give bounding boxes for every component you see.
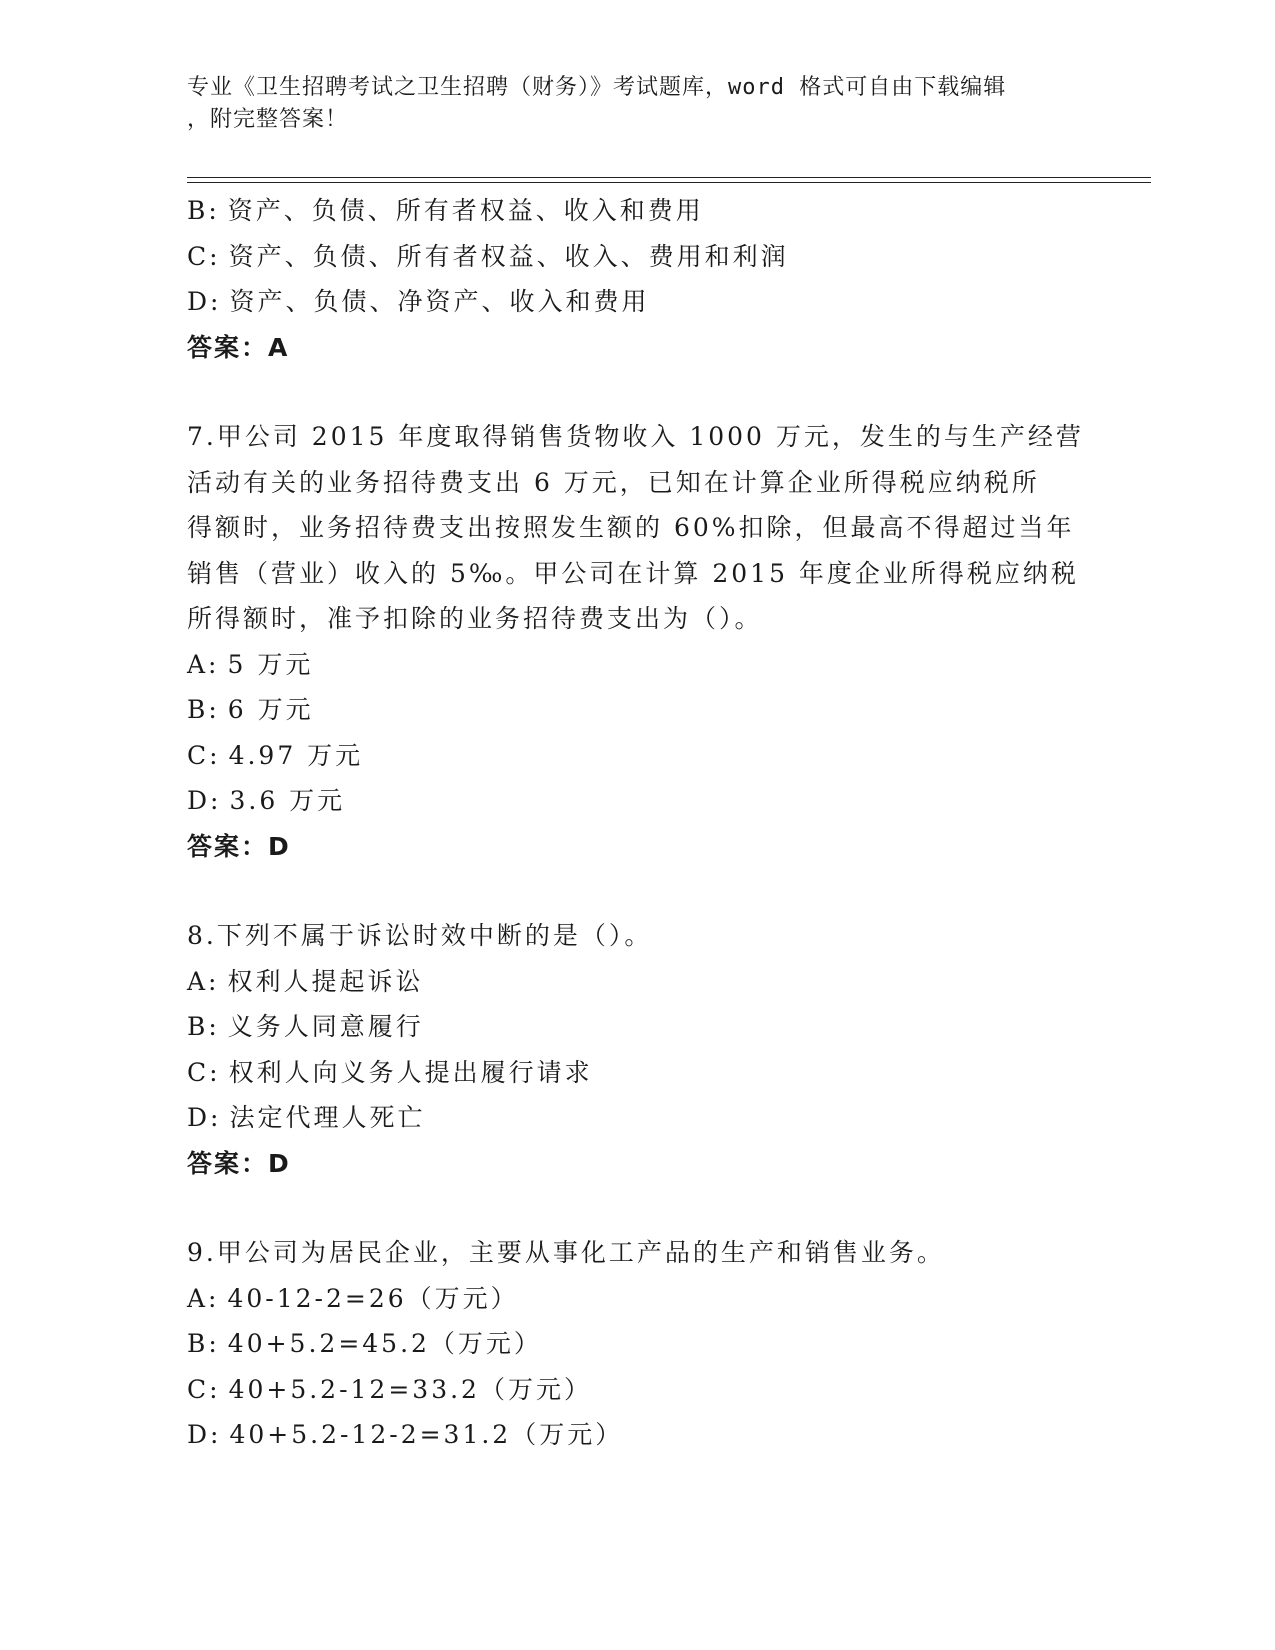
- option-text: 资产、负债、净资产、收入和费用: [229, 287, 650, 316]
- option-key: D:: [187, 786, 222, 815]
- option-b: [187, 1321, 1087, 1367]
- document-body: [187, 188, 1087, 1458]
- option-key: A:: [187, 1283, 220, 1313]
- option-text: 资产、负债、所有者权益、收入、费用和利润: [228, 241, 789, 271]
- option-b: [187, 188, 1087, 234]
- question-stem-line: 活动有关的业务招待费支出 6 万元，已知在计算企业所得税应纳税所: [187, 467, 1040, 497]
- spacer: [187, 869, 1087, 913]
- option-d: [187, 778, 1087, 824]
- option-text: 40+5.2-12-2=31.2（万元）: [229, 1420, 624, 1449]
- option-b: [187, 1004, 1087, 1050]
- answer: 答案：D: [187, 831, 291, 861]
- header-rule-bottom: [187, 182, 1151, 183]
- option-key: D:: [187, 1420, 222, 1449]
- option-text: 6 万元: [227, 695, 314, 724]
- option-key: C:: [187, 241, 221, 271]
- option-text: 4.97 万元: [228, 740, 364, 770]
- option-a: [187, 1276, 1087, 1322]
- option-key: D:: [187, 1103, 222, 1132]
- option-text: 5 万元: [227, 649, 314, 679]
- spacer: [187, 370, 1087, 414]
- option-text: 权利人提起诉讼: [227, 966, 424, 996]
- option-key: B:: [187, 695, 220, 724]
- option-key: B:: [187, 1329, 220, 1358]
- option-d: [187, 279, 1087, 325]
- document-header: [187, 72, 1077, 136]
- option-text: 40+5.2-12=33.2（万元）: [228, 1374, 592, 1404]
- option-text: 3.6 万元: [229, 786, 346, 815]
- header-rule-top: [187, 177, 1151, 178]
- option-text: 权利人向义务人提出履行请求: [228, 1057, 593, 1087]
- option-key: C:: [187, 1374, 221, 1404]
- header-line-2: ，附完整答案！: [187, 107, 349, 132]
- question-stem: 8.下列不属于诉讼时效中断的是（）。: [187, 921, 653, 950]
- option-b: [187, 687, 1087, 733]
- option-key: B:: [187, 1012, 220, 1041]
- option-text: 义务人同意履行: [227, 1012, 424, 1041]
- question-8: [187, 913, 1087, 1186]
- spacer: [187, 1186, 1087, 1230]
- option-text: 40+5.2=45.2（万元）: [227, 1329, 542, 1358]
- option-text: 40-12-2=26（万元）: [227, 1283, 519, 1313]
- answer: 答案：D: [187, 1148, 291, 1178]
- question-stem: 9.甲公司为居民企业，主要从事化工产品的生产和销售业务。: [187, 1238, 945, 1267]
- option-key: B:: [187, 196, 220, 225]
- option-text: 资产、负债、所有者权益、收入和费用: [227, 196, 704, 225]
- question-stem-line: 得额时，业务招待费支出按照发生额的 60%扣除，但最高不得超过当年: [187, 513, 1075, 542]
- question-stem-line: 所得额时，准予扣除的业务招待费支出为（）。: [187, 604, 763, 633]
- option-text: 法定代理人死亡: [229, 1103, 426, 1132]
- option-c: [187, 1367, 1087, 1413]
- option-c: [187, 733, 1087, 779]
- question-9: [187, 1230, 1087, 1458]
- question-6: [187, 188, 1087, 370]
- option-c: [187, 1050, 1087, 1096]
- question-stem-line: 7.甲公司 2015 年度取得销售货物收入 1000 万元，发生的与生产经营: [187, 422, 1084, 451]
- option-key: C:: [187, 1057, 221, 1087]
- option-a: [187, 959, 1087, 1005]
- question-7: [187, 414, 1087, 869]
- option-a: [187, 642, 1087, 688]
- option-key: C:: [187, 740, 221, 770]
- question-stem-line: 销售（营业）收入的 5‰。甲公司在计算 2015 年度企业所得税应纳税: [187, 558, 1079, 588]
- option-d: [187, 1412, 1087, 1458]
- option-key: A:: [187, 966, 220, 996]
- header-line-1: 专业《卫生招聘考试之卫生招聘（财务）》考试题库，word 格式可自由下载编辑: [187, 75, 1007, 100]
- option-key: D:: [187, 287, 222, 316]
- option-c: [187, 234, 1087, 280]
- answer: 答案：A: [187, 332, 290, 362]
- option-key: A:: [187, 649, 220, 679]
- option-d: [187, 1095, 1087, 1141]
